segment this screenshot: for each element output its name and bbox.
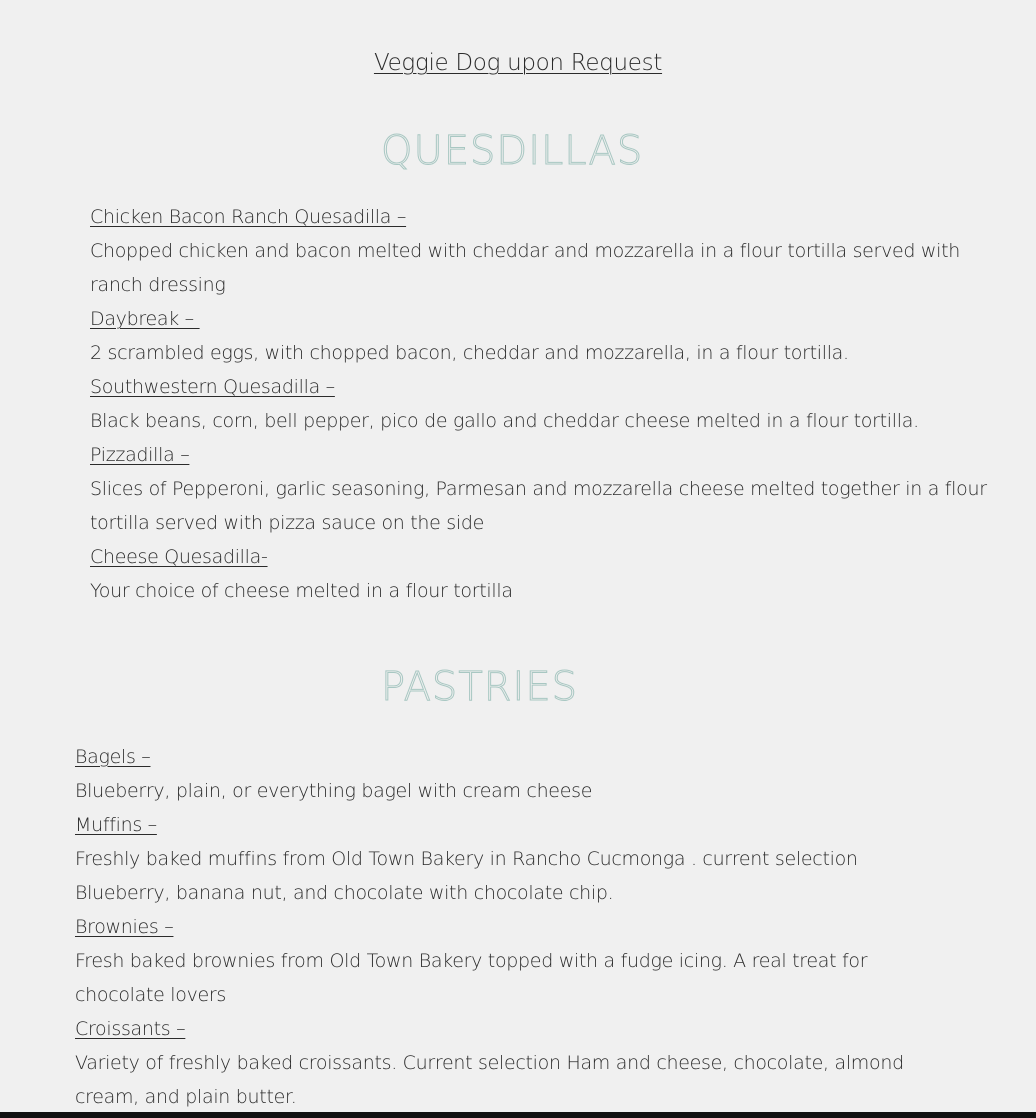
veggie-dog-note — [0, 50, 1036, 76]
menu-item-name: Bagels – — [75, 746, 151, 768]
veggie-dog-note-text: Veggie Dog upon Request — [373, 50, 663, 76]
menu-item-description: Black beans, corn, bell pepper, pico de gallo and cheddar cheese melted in a flour tortilla. — [90, 410, 919, 432]
menu-item-brownies — [75, 910, 945, 1012]
menu-item-description: Slices of Pepperoni, garlic seasoning, Parmesan and mozzarella cheese melted together in a flour tortilla served with pizza sauce on the side — [90, 478, 987, 534]
menu-item-cheese-quesadilla — [90, 540, 990, 608]
menu-item-description: 2 scrambled eggs, with chopped bacon, cheddar and mozzarella, in a flour tortilla. — [90, 342, 849, 364]
menu-item-name: Southwestern Quesadilla – — [90, 376, 335, 398]
section-title-quesadillas: QUESDILLAS — [381, 128, 644, 174]
menu-item-name: Daybreak – — [90, 308, 200, 330]
menu-item-bagels — [75, 740, 945, 808]
menu-item-description: Fresh baked brownies from Old Town Bakery topped with a fudge icing. A real treat for chocolate lovers — [75, 950, 868, 1006]
menu-item-muffins — [75, 808, 945, 910]
menu-item-chicken-bacon-ranch — [90, 200, 990, 302]
menu-item-description: Chopped chicken and bacon melted with cheddar and mozzarella in a flour tortilla served with ranch dressing — [90, 240, 961, 296]
section-title-pastries: PASTRIES — [381, 664, 579, 710]
menu-item-description: Your choice of cheese melted in a flour tortilla — [90, 580, 513, 602]
menu-item-croissants — [75, 1012, 945, 1114]
menu-item-name: Cheese Quesadilla- — [90, 546, 268, 568]
menu-item-description: Freshly baked muffins from Old Town Bakery in Rancho Cucmonga . current selection Blueberry, banana nut, and chocolate with chocolate chip. — [75, 848, 858, 904]
menu-item-pizzadilla — [90, 438, 990, 540]
menu-item-description: Blueberry, plain, or everything bagel with cream cheese — [75, 780, 593, 802]
menu-item-name: Brownies – — [75, 916, 174, 938]
menu-item-daybreak — [90, 302, 990, 370]
bottom-border — [0, 1112, 1036, 1118]
menu-item-southwestern — [90, 370, 990, 438]
menu-item-name: Pizzadilla – — [90, 444, 190, 466]
menu-item-name: Croissants – — [75, 1018, 186, 1040]
menu-item-description: Variety of freshly baked croissants. Current selection Ham and cheese, chocolate, almond cream, and plain butter. — [75, 1052, 904, 1108]
menu-item-name: Muffins – — [75, 814, 157, 836]
quesadillas-menu — [90, 200, 990, 608]
pastries-menu — [75, 740, 945, 1114]
menu-item-name: Chicken Bacon Ranch Quesadilla – — [90, 206, 407, 228]
